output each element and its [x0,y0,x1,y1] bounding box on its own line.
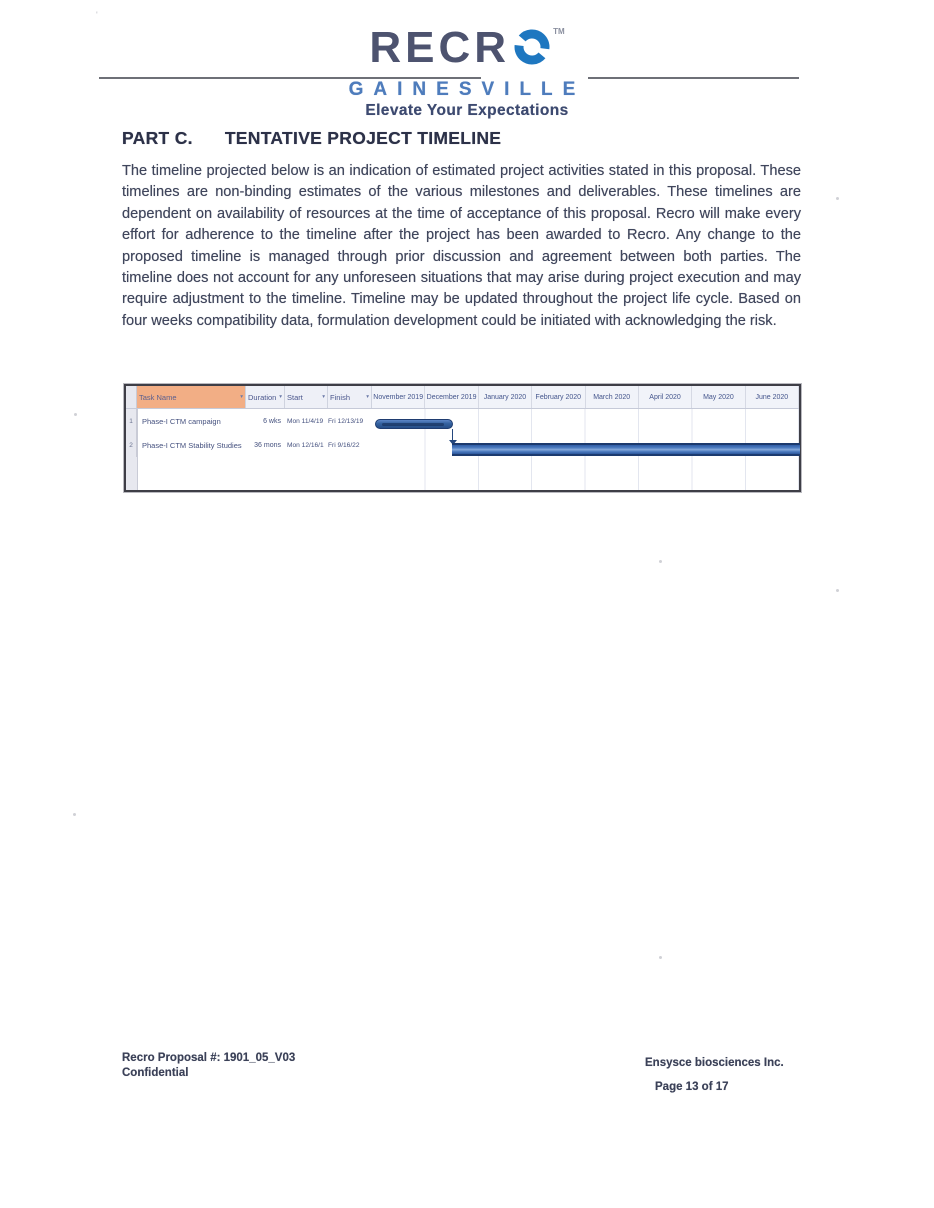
section-heading-title: TENTATIVE PROJECT TIMELINE [224,128,502,148]
gantt-task-duration: 6 wks [263,417,281,425]
gantt-header-duration [246,386,285,408]
gantt-inner [126,386,799,490]
logo-tagline: Elevate Your Expectations [365,102,569,119]
gantt-task-row [126,409,799,433]
gantt-task-finish: Fri 12/13/19 [328,417,364,425]
scan-artifact [74,413,77,416]
gantt-corner-cell [126,386,137,408]
scan-artifact [836,197,839,200]
scan-artifact [659,560,662,563]
dropdown-arrow-icon: ▾ [366,394,369,400]
dropdown-arrow-icon: ▾ [322,394,325,400]
timeline-month-header: June 2020 [746,386,799,408]
scan-artifact [659,956,662,959]
gantt-header-finish-label: Finish [330,392,351,402]
timeline-month-header: April 2020 [639,386,692,408]
logo-text: RECR [369,23,511,72]
gantt-task-duration: 36 mons [254,441,281,449]
section-heading-part: PART C. [122,128,193,148]
gantt-row-number: 1 [126,409,137,433]
body-paragraph: The timeline projected below is an indication of estimated project activities stated in this proposal. These timelines are non-binding estimates of the various milestones and deliverables. These timelines are dependent on availability of resources at the time of acceptance of this proposal. Recro will make every effort for adherence to the timeline after the project has been awarded to Recro. Any change to the proposed timeline is managed through prior discussion and agreement between both parties. The timeline does not account for any unforeseen situations that may arise during project execution and may require adjustment to the timeline. Timeline may be updated throughout the project life cycle. Based on four weeks compatibility data, formulation development could be initiated with acknowledging the risk. [122,163,801,329]
scan-artifact [836,589,839,592]
gantt-task-finish: Fri 9/16/22 [328,441,360,449]
gantt-task-name: Phase-I CTM Stability Studies [142,440,242,450]
logo-o-icon [512,27,552,75]
dropdown-arrow-icon: ▾ [240,394,243,400]
gantt-task-start: Mon 12/16/1 [287,441,324,449]
timeline-month-header: March 2020 [586,386,639,408]
gantt-bar-phase1-ctm-stability-studies [452,443,800,456]
gantt-header-task-name-label: Task Name [139,392,177,402]
timeline-month-header: November 2019 [372,386,425,408]
dropdown-arrow-icon: ▾ [279,394,282,400]
gantt-chart [124,384,801,492]
gantt-row-number: 2 [126,433,137,457]
timeline-month-header: January 2020 [479,386,532,408]
timeline-month-header: December 2019 [425,386,478,408]
timeline-month-header: May 2020 [692,386,745,408]
logo-wordmark [369,23,565,75]
gantt-task-name: Phase-I CTM campaign [142,416,221,426]
gantt-header-start-label: Start [287,392,303,402]
gantt-task-start: Mon 11/4/19 [287,417,324,425]
logo-city: GAINESVILLE [348,79,586,100]
footer-proposal-number: Recro Proposal #: 1901_05_V03 [122,1052,296,1064]
gantt-header-task-name [137,386,246,408]
footer-left [122,1051,295,1080]
gantt-header-finish [328,386,372,408]
gantt-bar-phase1-ctm-campaign [375,419,453,429]
scan-artifact [73,813,76,816]
timeline-month-header: February 2020 [532,386,585,408]
footer-confidential-label: Confidential [122,1066,189,1079]
gantt-header-duration-label: Duration [248,392,277,402]
footer-page-number: Page 13 of 17 [655,1081,729,1093]
footer-company: Ensysce biosciences Inc. [645,1057,784,1069]
trademark-symbol: TM [553,27,565,36]
section-heading [122,128,501,149]
company-logo [0,23,934,119]
gantt-header-row [126,386,799,409]
gantt-header-start [285,386,328,408]
scan-artifact: ' [96,10,98,20]
